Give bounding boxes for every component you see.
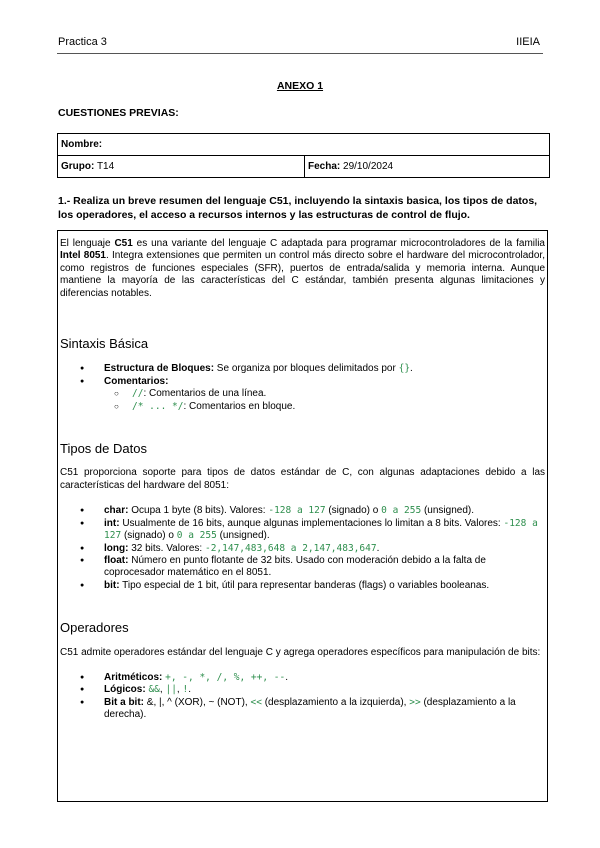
date-cell[interactable] [305, 156, 393, 177]
list-item: ● float: Número en punto flotante de 32 bits. Usado con moderación debido a la falta de coprocesador matemático en el 8051. [60, 555, 545, 580]
intro-paragraph: El lenguaje C51 es una variante del lenguaje C adaptada para programar microcontroladores de la familia Intel 8051. Integra extensiones que permiten un control más directo sobre el hardware del microcontrolador, como registros de funciones especiales (SFR), puertos de entrada/salida y memoria interna. Aunque mantiene la mayoría de las características del C estándar, también presenta algunas limitaciones y diferencias notables. [60, 238, 545, 299]
header-right: IIEIA [516, 36, 540, 48]
section-title: CUESTIONES PREVIAS: [58, 107, 179, 119]
code-snippet: /* ... */ [132, 400, 184, 412]
group-cell[interactable] [58, 156, 305, 177]
header-left: Practica 3 [58, 36, 107, 48]
code-snippet: -128 a 127 [104, 517, 538, 542]
group-label: Grupo: [61, 161, 95, 172]
student-info-table [57, 133, 550, 178]
list-item: ● Comentarios: ○ //: Comentarios de una línea. ○ /* ... */: Comentarios en bloque. [60, 376, 545, 413]
list-item: ● char: Ocupa 1 byte (8 bits). Valores: -128 a 127 (signado) o 0 a 255 (unsigned). [60, 505, 545, 517]
code-snippet: -128 a 127 [268, 505, 326, 517]
code-snippet: -2,147,483,648 a 2,147,483,647 [204, 542, 377, 554]
list-item: ● Bit a bit: &, |, ^ (XOR), ~ (NOT), << (desplazamiento a la izquierda), >> (desplazamiento a la derecha). [60, 697, 545, 722]
group-value: T14 [96, 161, 115, 172]
date-label: Fecha: [308, 161, 341, 172]
comments-sublist [60, 388, 545, 413]
syntax-heading: Sintaxis Básica [60, 336, 149, 352]
sub-list-item: ○ /* ... */: Comentarios en bloque. [60, 401, 545, 413]
group-date-row [58, 155, 549, 177]
operators-heading: Operadores [60, 620, 129, 636]
name-row [58, 134, 549, 155]
types-intro: C51 proporciona soporte para tipos de datos estándar de C, con algunas adaptaciones debido a las características del hardware del 8051: [60, 467, 545, 491]
code-snippet: {} [398, 363, 411, 375]
code-snippet: // [132, 388, 144, 400]
header-rule [57, 53, 543, 54]
code-snippet: << [250, 696, 262, 708]
code-snippet: && [148, 684, 160, 696]
code-snippet: +, -, *, /, %, ++, -- [165, 671, 286, 683]
types-heading: Tipos de Datos [60, 441, 147, 457]
code-snippet: 0 a 255 [381, 505, 422, 517]
intel-8051-term: Intel 8051 [60, 250, 106, 262]
answer-content [57, 230, 548, 722]
date-value: 29/10/2024 [343, 161, 394, 172]
syntax-list [60, 363, 545, 413]
code-snippet: 0 a 255 [176, 530, 217, 542]
list-item: ● Lógicos: &&, ||, !. [60, 684, 545, 696]
code-snippet: ! [182, 684, 189, 696]
operators-list [60, 672, 545, 722]
list-item: ● Estructura de Bloques: Se organiza por bloques delimitados por {}. [60, 363, 545, 375]
operators-intro: C51 admite operadores estándar del lenguaje C y agrega operadores específicos para manipulación de bits: [60, 646, 541, 658]
name-cell[interactable] [58, 134, 102, 155]
code-snippet: >> [409, 696, 421, 708]
code-snippet: || [165, 684, 177, 696]
types-list [60, 505, 545, 592]
list-item: ● bit: Tipo especial de 1 bit, útil para representar banderas (flags) o variables booleanas. [60, 580, 545, 592]
annex-title: ANEXO 1 [276, 80, 324, 92]
question-1: 1.- Realiza un breve resumen del lenguaje C51, incluyendo la sintaxis basica, los tipos de datos, los operadores, el acceso a recursos internos y las estructuras de control de flujo. [58, 195, 538, 221]
c51-term: C51 [114, 238, 133, 249]
sub-list-item: ○ //: Comentarios de una línea. [60, 388, 545, 400]
list-item: ● long: 32 bits. Valores: -2,147,483,648 a 2,147,483,647. [60, 543, 545, 555]
list-item: ● Aritméticos: +, -, *, /, %, ++, --. [60, 672, 545, 684]
name-label: Nombre: [61, 139, 103, 150]
list-item: ● int: Usualmente de 16 bits, aunque algunas implementaciones lo limitan a 8 bits. Valores: -128 a 127 (signado) o 0 a 255 (unsigned). [60, 518, 545, 543]
